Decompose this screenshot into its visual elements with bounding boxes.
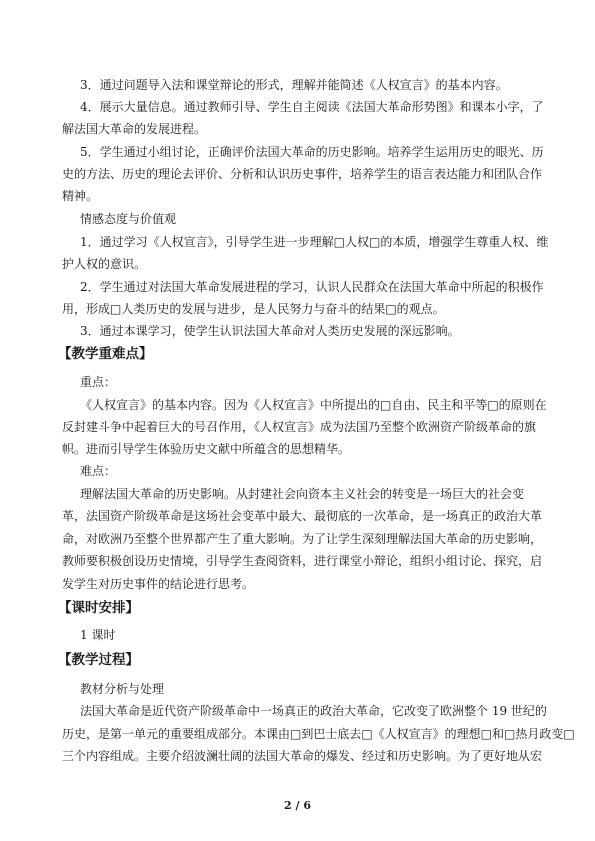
subsection-label: 情感态度与价值观 bbox=[80, 212, 177, 226]
subsection-label: 难点： bbox=[80, 464, 117, 478]
subsection-label: 教材分析与处理 bbox=[80, 682, 165, 696]
paragraph-line: 发学生对历史事件的结论进行思考。 bbox=[62, 577, 255, 591]
section-heading-key-points: 【教学重难点】 bbox=[58, 346, 153, 362]
paragraph-line: 帜。进而引导学生体验历史文献中所蕴含的思想精华。 bbox=[62, 442, 351, 456]
paragraph-line: 3．通过问题导入法和课堂辩论的形式，理解并能简述《人权宣言》的基本内容。 bbox=[80, 78, 508, 92]
page-number: 2 / 6 bbox=[284, 799, 311, 812]
paragraph-line: 法国大革命是近代资产阶级革命中一场真正的政治大革命，它改变了欧洲整个 19 世纪的 bbox=[80, 704, 547, 718]
paragraph-line: 解法国大革命的发展进程。 bbox=[62, 122, 207, 136]
section-heading-schedule: 【课时安排】 bbox=[58, 600, 139, 616]
paragraph-line: 护人权的意识。 bbox=[62, 257, 147, 271]
paragraph-line: 《人权宣言》的基本内容。因为《人权宣言》中所提出的□自由、民主和平等□的原则在 bbox=[80, 398, 547, 412]
subsection-label: 重点： bbox=[80, 375, 117, 389]
paragraph-line: 理解法国大革命的历史影响。从封建社会向资本主义社会的转变是一场巨大的社会变 bbox=[80, 487, 525, 501]
paragraph-line: 2．学生通过对法国大革命发展进程的学习，认识人民群众在法国大革命中所起的积极作 bbox=[80, 280, 544, 294]
paragraph-line: 历史，是第一单元的重要组成部分。本课由□到巴士底去□《人权宣言》的理想□和□热月政变□ bbox=[62, 727, 575, 741]
paragraph-line: 反封建斗争中起着巨大的号召作用，《人权宣言》成为法国乃至整个欧洲资产阶级革命的旗 bbox=[62, 420, 537, 434]
paragraph-line: 1 课时 bbox=[80, 628, 116, 642]
section-heading-process: 【教学过程】 bbox=[58, 652, 139, 668]
paragraph-line: 教师要积极创设历史情境，引导学生查阅资料，进行课堂小辩论，组织小组讨论、探究，启 bbox=[62, 554, 543, 568]
paragraph-line: 用，形成□人类历史的发展与进步，是人民努力与奋斗的结果□的观点。 bbox=[62, 302, 445, 316]
paragraph-line: 命，对欧洲乃至整个世界都产生了重大影响。为了让学生深刻理解法国大革命的历史影响， bbox=[62, 532, 543, 546]
paragraph-line: 3．通过本课学习，使学生认识法国大革命对人类历史发展的深远影响。 bbox=[80, 324, 460, 338]
paragraph-line: 革，法国资产阶级革命是这场社会变革中最大、最彻底的一次革命，是一场真正的政治大革 bbox=[62, 509, 543, 523]
paragraph-line: 史的方法、历史的理论去评价、分析和认识历史事件，培养学生的语言表达能力和团队合作 bbox=[62, 167, 543, 181]
paragraph-line: 5．学生通过小组讨论，正确评价法国大革命的历史影响。培养学生运用历史的眼光、历 bbox=[80, 145, 544, 159]
paragraph-line: 精神。 bbox=[62, 189, 99, 203]
paragraph-line: 1．通过学习《人权宣言》，引导学生进一步理解□人权□的本质，增强学生尊重人权、维 bbox=[80, 235, 549, 249]
paragraph-line: 4．展示大量信息。通过教师引导、学生自主阅读《法国大革命形势图》和课本小字，了 bbox=[80, 100, 544, 114]
paragraph-line: 三个内容组成。主要介绍波澜壮阔的法国大革命的爆发、经过和历史影响。为了更好地从宏 bbox=[62, 749, 543, 763]
